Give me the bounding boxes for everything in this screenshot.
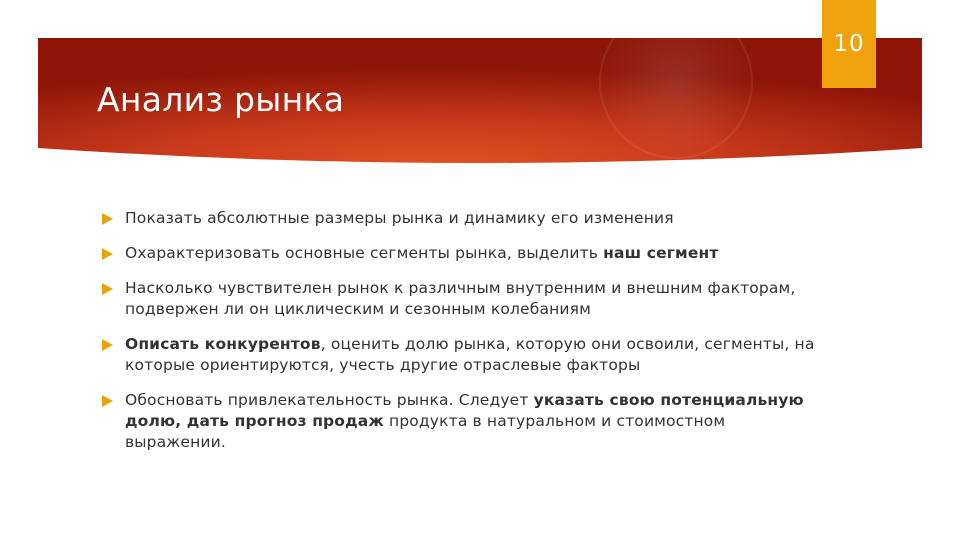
bullet-text: , оценить долю рынка, которую они освоили, сегменты, на которые ориентируются, учесть другие отраслевые факторы (125, 335, 815, 374)
bullet-item-competitors (100, 334, 820, 376)
triangle-bullet-icon (102, 213, 113, 225)
banner-glow-circle (598, 4, 754, 160)
bullet-item-segments (100, 243, 820, 264)
bullet-bold-text: наш сегмент (603, 244, 719, 262)
bullet-item-attractiveness (100, 390, 820, 453)
bullet-text: Охарактеризовать основные сегменты рынка, выделить (125, 244, 604, 262)
slide-title: Анализ рынка (97, 80, 345, 119)
bullet-item-market-size (100, 208, 820, 229)
bullet-bold-text: Описать конкурентов (125, 335, 321, 353)
bullet-bold-text: указать свою потенциальную долю, дать прогноз продаж (125, 391, 804, 430)
triangle-bullet-icon (102, 248, 113, 260)
page-number-badge (822, 0, 876, 88)
bullet-text: Показать абсолютные размеры рынка и динамику его изменения (125, 209, 674, 227)
triangle-bullet-icon (102, 339, 113, 351)
bullet-text: Обосновать привлекательность рынка. Следует (125, 391, 534, 409)
triangle-bullet-icon (102, 395, 113, 407)
bullet-text: Насколько чувствителен рынок к различным внутренним и внешним факторам, подвержен ли он циклическим и сезонным колебаниям (125, 279, 796, 318)
bullet-list (100, 208, 820, 467)
page-number: 10 (833, 31, 865, 57)
triangle-bullet-icon (102, 283, 113, 295)
bullet-item-sensitivity (100, 278, 820, 320)
bullet-text-end: продукта в натуральном и стоимостном выражении. (125, 412, 726, 451)
